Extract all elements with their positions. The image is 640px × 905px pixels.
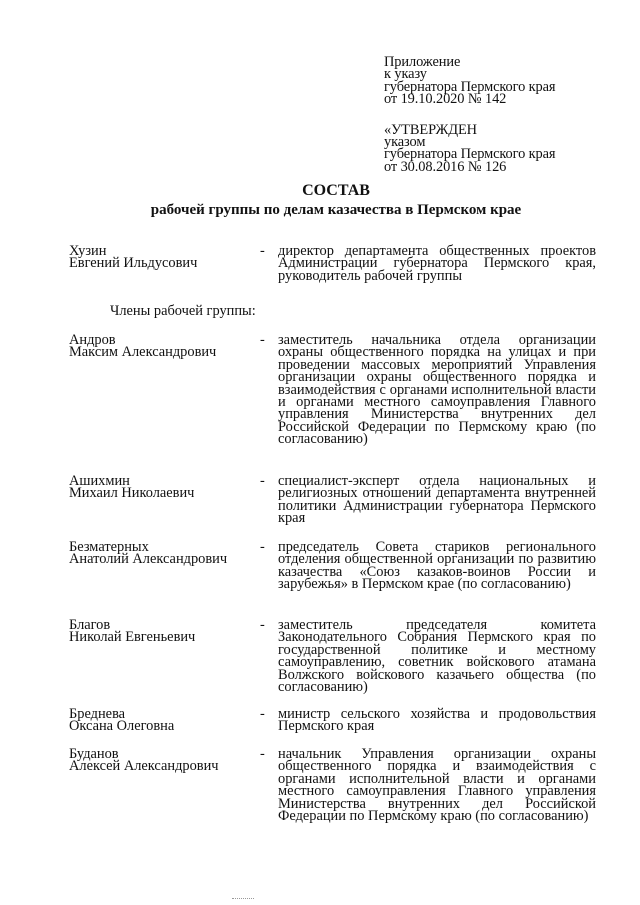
appendix-line: от 19.10.2020 № 142 (384, 91, 507, 108)
member-given-name: Евгений Ильдусович (69, 255, 198, 272)
member-description: директор департамента общественных проектов Администрации губернатора Пермского края, руководитель рабочей группы (278, 243, 596, 284)
member-description: заместитель председателя комитета Законодательного Собрания Пермского края по государственной политике и местному самоуправлению, советник войскового атамана Волжского войскового казачьего общества (по согласованию) (278, 617, 596, 696)
member-description: специалист-эксперт отдела национальных и религиозных отношений департамента внутренней политики Администрации губернатора Пермского края (278, 473, 596, 527)
dash-separator: - (260, 746, 265, 762)
approval-line: от 30.08.2016 № 126 (384, 158, 507, 175)
member-surname: Бреднева (69, 706, 126, 722)
member-given-name: Анатолий Александрович (69, 551, 228, 568)
member-name (69, 708, 259, 733)
appendix-line: Приложение (384, 54, 461, 70)
appendix-line: к указу (384, 66, 427, 83)
member-name (69, 245, 259, 270)
member-description: министр сельского хозяйства и продовольствия Пермского края (278, 706, 596, 735)
dash-separator: - (260, 332, 265, 348)
member-name (69, 748, 259, 773)
approval-line: указом (384, 134, 426, 151)
dash-separator: - (260, 243, 265, 259)
approval-line: «УТВЕРЖДЕН (384, 121, 477, 138)
dash-separator: - (260, 706, 265, 722)
members-heading: Члены рабочей группы: (110, 303, 256, 319)
member-name (69, 334, 259, 359)
member-given-name: Максим Александрович (69, 344, 217, 361)
member-name (69, 619, 259, 644)
member-given-name: Михаил Николаевич (69, 485, 195, 502)
member-surname: Андров (69, 332, 116, 348)
dash-separator: - (260, 473, 265, 489)
member-name (69, 475, 259, 500)
member-given-name: Оксана Олеговна (69, 718, 175, 735)
member-surname: Ашихмин (69, 473, 130, 489)
member-given-name: Алексей Александрович (69, 758, 219, 775)
appendix-line: губернатора Пермского края (384, 78, 556, 95)
dash-separator: - (260, 539, 265, 555)
member-surname: Буданов (69, 746, 119, 762)
member-name (69, 541, 259, 566)
member-description: заместитель начальника отдела организации охраны общественного порядка на улицах и при проведении массовых мероприятий Управления организации охраны общественного порядка и взаимодействия с органами исполнительной власти и органами местного самоуправления Главного управления Министерства внутренних дел Российской Федерации по Пермскому краю (по согласованию) (278, 332, 596, 448)
scan-artifact (232, 898, 254, 901)
member-given-name: Николай Евгеньевич (69, 629, 196, 646)
member-description: председатель Совета стариков регионального отделения общественной организации по развитию казачества «Союз казаков-воинов России и зарубежья» в Пермском крае (по согласованию) (278, 539, 596, 593)
member-surname: Благов (69, 617, 111, 633)
member-description: начальник Управления организации охраны общественного порядка и взаимодействия с органами исполнительной власти и органами местного самоуправления Главного управления Министерства внутренних дел Российской Федерации по Пермскому краю (по согласованию) (278, 746, 596, 825)
member-surname: Хузин (69, 243, 107, 259)
page-title: СОСТАВ (302, 182, 370, 199)
page-subtitle: рабочей группы по делам казачества в Пермском крае (150, 202, 522, 218)
dash-separator: - (260, 617, 265, 633)
appendix-stamp (384, 56, 624, 173)
approval-line: губернатора Пермского края (384, 146, 556, 163)
member-surname: Безматерных (69, 539, 149, 555)
